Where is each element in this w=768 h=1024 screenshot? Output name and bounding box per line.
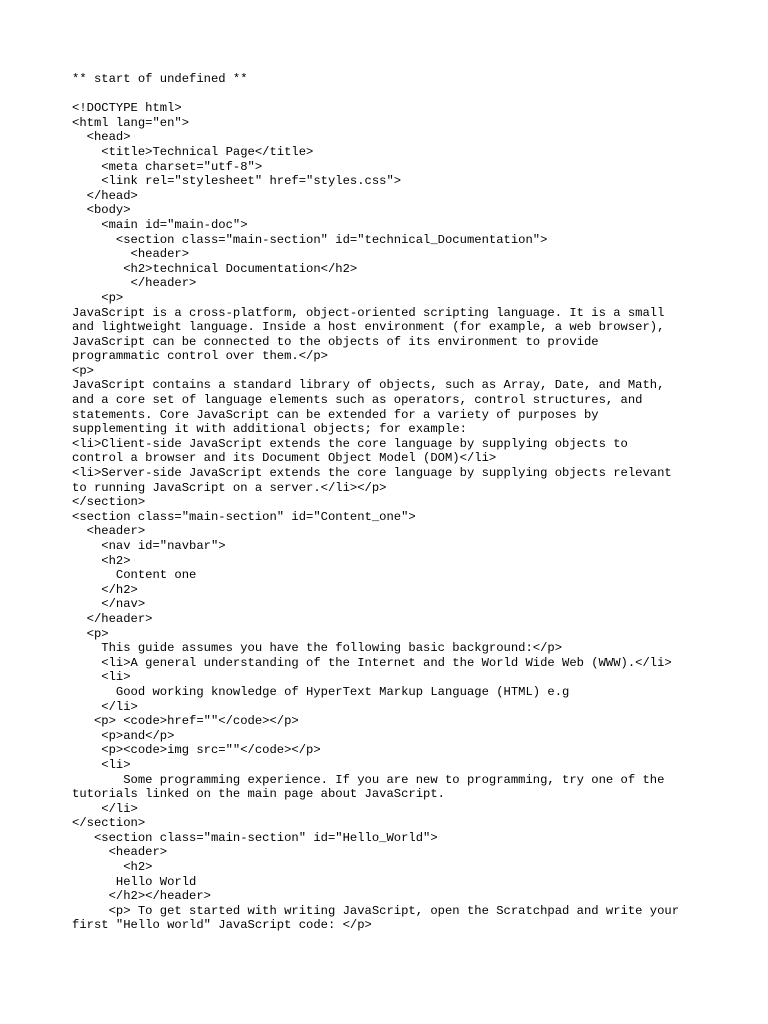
text-line: statements. Core JavaScript can be extended for a variety of purposes by bbox=[72, 407, 599, 422]
text-line: <li>Client-side JavaScript extends the core language by supplying objects to bbox=[72, 436, 628, 451]
text-line: <p> To get started with writing JavaScript, open the Scratchpad and write your bbox=[72, 903, 680, 918]
text-line: <meta charset="utf-8"> bbox=[72, 159, 263, 174]
text-line: <h2> bbox=[72, 860, 153, 875]
text-line: <p> <code>href=""</code></p> bbox=[72, 714, 299, 729]
text-line: JavaScript is a cross-platform, object-oriented scripting language. It is a small bbox=[72, 305, 665, 320]
text-line: <p> bbox=[72, 626, 109, 641]
text-line: <main id="main-doc"> bbox=[72, 217, 248, 232]
text-line: <section class="main-section" id="Hello_World"> bbox=[72, 830, 438, 845]
text-line: <p> bbox=[72, 363, 94, 378]
text-line: supplementing it with additional objects; for example: bbox=[72, 422, 467, 437]
text-line: <li>Server-side JavaScript extends the core language by supplying objects relevant bbox=[72, 466, 672, 481]
text-line: This guide assumes you have the following basic background:</p> bbox=[72, 641, 563, 656]
text-line: to running JavaScript on a server.</li></p> bbox=[72, 480, 387, 495]
text-line: <header> bbox=[72, 524, 146, 539]
text-line: <header> bbox=[72, 247, 190, 262]
text-line: Hello World bbox=[72, 874, 197, 889]
text-line: <body> bbox=[72, 203, 131, 218]
text-line: <h2> bbox=[72, 553, 131, 568]
text-line: first "Hello world" JavaScript code: </p> bbox=[72, 918, 372, 933]
text-line: <title>Technical Page</title> bbox=[72, 144, 314, 159]
text-line: <!DOCTYPE html> bbox=[72, 101, 182, 116]
text-line: <html lang="en"> bbox=[72, 115, 190, 130]
text-line: </head> bbox=[72, 188, 138, 203]
text-line: </li> bbox=[72, 801, 138, 816]
text-line: Content one bbox=[72, 568, 197, 583]
text-line: programmatic control over them.</p> bbox=[72, 349, 328, 364]
text-line: <nav id="navbar"> bbox=[72, 539, 226, 553]
text-line: JavaScript can be connected to the objects of its environment to provide bbox=[72, 334, 599, 349]
text-line: tutorials linked on the main page about JavaScript. bbox=[72, 787, 445, 802]
text-line: Good working knowledge of HyperText Markup Language (HTML) e.g bbox=[72, 684, 570, 699]
text-line: <li> bbox=[72, 757, 131, 772]
text-line: <h2>technical Documentation</h2> bbox=[72, 261, 358, 276]
text-line: </section> bbox=[72, 816, 146, 831]
text-line bbox=[72, 87, 712, 102]
text-line: </h2> bbox=[72, 582, 138, 597]
text-line: <section class="main-section" id="Content_one"> bbox=[72, 509, 416, 524]
text-line: </header> bbox=[72, 276, 197, 291]
text-line: <p>and</p> bbox=[72, 728, 175, 743]
text-line: <li> bbox=[72, 670, 131, 685]
text-line: </section> bbox=[72, 495, 146, 510]
text-line: Some programming experience. If you are new to programming, try one of the bbox=[72, 772, 665, 787]
text-line: <p> bbox=[72, 290, 124, 305]
text-line: JavaScript contains a standard library of objects, such as Array, Date, and Math, bbox=[72, 378, 665, 393]
text-line: </nav> bbox=[72, 597, 146, 612]
text-line: <link rel="stylesheet" href="styles.css"> bbox=[72, 174, 402, 189]
text-line: </h2></header> bbox=[72, 889, 211, 904]
text-line: <p><code>img src=""</code></p> bbox=[72, 743, 321, 758]
text-line: </header> bbox=[72, 611, 153, 626]
text-line: </li> bbox=[72, 699, 138, 714]
text-line: ** start of undefined ** bbox=[72, 72, 248, 86]
text-line: <li>A general understanding of the Internet and the World Wide Web (WWW).</li> bbox=[72, 655, 672, 670]
text-line: control a browser and its Document Object Model (DOM)</li> bbox=[72, 451, 497, 466]
text-line: and lightweight language. Inside a host environment (for example, a web browser), bbox=[72, 320, 665, 335]
text-line: <section class="main-section" id="technical_Documentation"> bbox=[72, 232, 548, 247]
document-text bbox=[72, 72, 712, 933]
text-line: <header> bbox=[72, 845, 168, 860]
text-line: <head> bbox=[72, 130, 131, 145]
text-line: and a core set of language elements such as operators, control structures, and bbox=[72, 393, 643, 408]
